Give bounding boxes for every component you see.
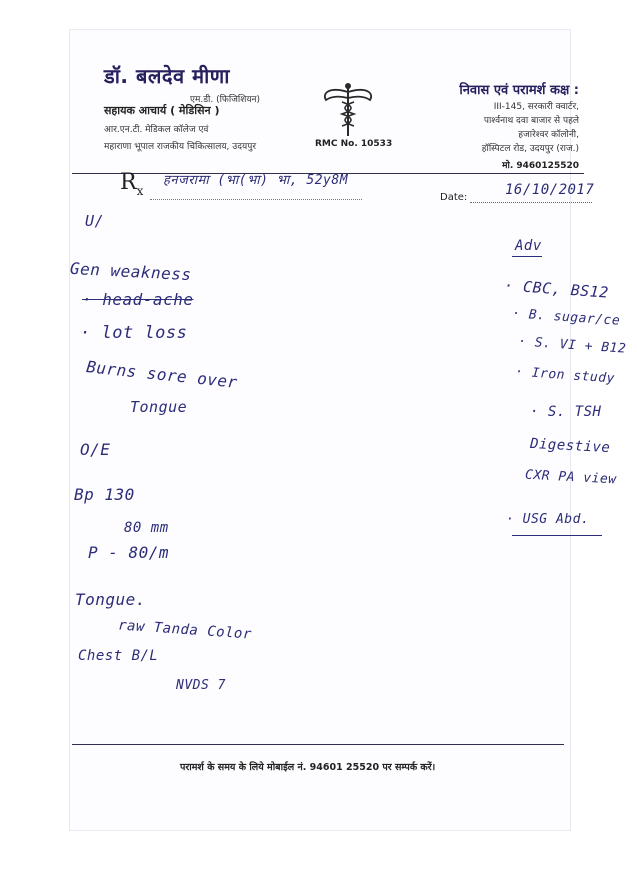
advice-line: · S. VI + B12: [517, 334, 627, 357]
note-line: Bp 130: [74, 485, 135, 504]
note-line: Chest B/L: [78, 648, 159, 664]
address-line: हॉस्पिटल रोड, उदयपुर (राज.): [481, 144, 579, 154]
advice-line: · B. sugar/ce: [511, 306, 621, 329]
date-line: [470, 202, 592, 203]
doctor-name: डॉ. बलदेव मीणा: [104, 64, 230, 88]
residence-title: निवास एवं परामर्श कक्ष :: [459, 83, 579, 98]
note-line: Tongue.: [75, 590, 146, 609]
advice-underline: [512, 256, 542, 257]
address-line: III-145, सरकारी क्वार्टर,: [493, 102, 579, 112]
footer-note: परामर्श के समय के लिये मोबाईल नं. 94601 25520 पर सम्पर्क करें।: [180, 762, 436, 773]
address-line: हजारेश्वर कॉलोनी,: [518, 130, 579, 140]
patient-name: हनजरामा (भा(भा) भा, 52y8M: [163, 173, 349, 188]
advice-line: CXR PA view: [524, 467, 617, 488]
note-line: O/E: [80, 440, 111, 459]
note-line: P - 80/m: [88, 543, 170, 562]
doctor-designation: सहायक आचार्य ( मेडिसिन ): [104, 104, 220, 117]
advice-underline: [512, 535, 602, 536]
doctor-degree: एम.डी. (फिजिशियन): [190, 95, 261, 105]
college-name: आर.एन.टी. मेडिकल कॉलेज एवं: [104, 125, 209, 135]
note-line: · lot loss: [80, 323, 188, 343]
advice-line: · S. TSH: [530, 404, 602, 420]
address-line: पार्श्वनाथ दवा बाजार से पहले: [483, 116, 579, 126]
note-line: raw Tanda Color: [117, 617, 253, 643]
footer-divider: [72, 744, 564, 745]
note-line: Burns sore over: [85, 357, 239, 392]
date-label: Date:: [440, 192, 468, 203]
note-line: 80 mm: [124, 520, 169, 536]
advice-line: · Iron study: [514, 364, 616, 387]
advice-heading: Adv: [515, 238, 542, 254]
patient-line: [150, 199, 362, 200]
advice-line: · CBC, BS12: [503, 276, 610, 302]
note-line: NVDS 7: [176, 678, 226, 693]
rx-symbol: $R_x$: [120, 170, 144, 198]
note-line: Gen weakness: [69, 258, 193, 285]
mobile-number: मो. 9460125520: [502, 161, 579, 171]
note-line: · head-ache: [82, 290, 194, 309]
rmc-number: RMC No. 10533: [315, 139, 393, 149]
hospital-name: महाराणा भूपाल राजकीय चिकित्सालय, उदयपुर: [104, 142, 256, 152]
date-value: 16/10/2017: [505, 182, 595, 198]
note-line: U/: [85, 212, 105, 230]
caduceus-icon: [320, 82, 376, 136]
note-line: Tongue: [130, 398, 188, 416]
advice-line: Digestive: [529, 435, 611, 457]
advice-line: · USG Abd.: [506, 512, 590, 527]
